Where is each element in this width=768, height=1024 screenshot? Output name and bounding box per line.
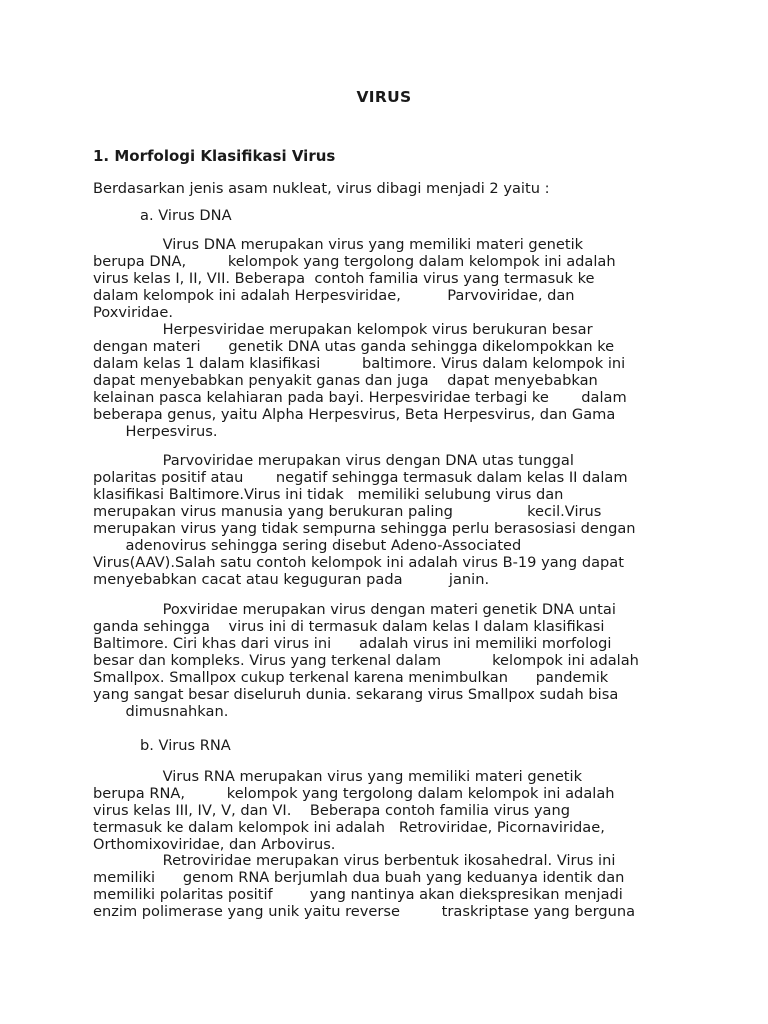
section-heading: 1. Morfologi Klasifikasi Virus: [93, 147, 336, 165]
paragraph-retroviridae: Retroviridae merupakan virus berbentuk ikosahedral. Virus ini memiliki genom RNA berjumlah dua buah yang keduanya identik dan memiliki polaritas positif yang nantinya akan diekspresikan menjadi enzim polimerase yang unik yaitu reverse traskriptase yang berguna: [93, 852, 636, 920]
paragraph-rna-intro: Virus RNA merupakan virus yang memiliki materi genetik berupa RNA, kelompok yang tergolong dalam kelompok ini adalah virus kelas III, IV, V, dan VI. Beberapa contoh familia virus yang termasuk ke dalam kelompok ini adalah Retroviridae, Picornaviridae, Orthomixoviridae, dan Arbovirus.: [93, 768, 615, 853]
subsection-virus-rna: b. Virus RNA: [140, 737, 231, 754]
paragraph-parvoviridae: Parvoviridae merupakan virus dengan DNA utas tunggal polaritas positif atau negatif sehingga termasuk dalam kelas II dalam klasifikasi Baltimore.Virus ini tidak memiliki selubung virus dan merupakan virus manusia yang berukuran paling kecil.Virus merupakan virus yang tidak sempurna sehingga perlu berasosiasi dengan adenovirus sehingga sering disebut Adeno-Associated Virus(AAV).Salah satu contoh kelompok ini adalah virus B-19 yang dapat menyebabkan cacat atau keguguran pada janin.: [93, 452, 636, 588]
subsection-virus-dna: a. Virus DNA: [140, 207, 232, 224]
paragraph-dna-intro: Virus DNA merupakan virus yang memiliki materi genetik berupa DNA, kelompok yang tergolong dalam kelompok ini adalah virus kelas I, II, VII. Beberapa contoh familia virus yang termasuk ke dalam kelompok ini adalah Herpesviridae, Parvoviridae, dan Poxviridae.: [93, 236, 616, 321]
intro-paragraph: Berdasarkan jenis asam nukleat, virus dibagi menjadi 2 yaitu :: [93, 180, 550, 197]
paragraph-herpesviridae: Herpesviridae merupakan kelompok virus berukuran besar dengan materi genetik DNA utas ganda sehingga dikelompokkan ke dalam kelas 1 dalam klasifikasi baltimore. Virus dalam kelompok ini dapat menyebabkan penyakit ganas dan juga dapat menyebabkan kelainan pasca kelahiaran pada bayi. Herpesviridae terbagi ke dalam beberapa genus, yaitu Alpha Herpesvirus, Beta Herpesvirus, dan Gama Herpesvirus.: [93, 321, 627, 440]
paragraph-poxviridae: Poxviridae merupakan virus dengan materi genetik DNA untai ganda sehingga virus ini di termasuk dalam kelas I dalam klasifikasi Baltimore. Ciri khas dari virus ini adalah virus ini memiliki morfologi besar dan kompleks. Virus yang terkenal dalam kelompok ini adalah Smallpox. Smallpox cukup terkenal karena menimbulkan pandemik yang sangat besar diseluruh dunia. sekarang virus Smallpox sudah bisa dimusnahkan.: [93, 601, 639, 720]
document-title: VIRUS: [356, 88, 412, 106]
